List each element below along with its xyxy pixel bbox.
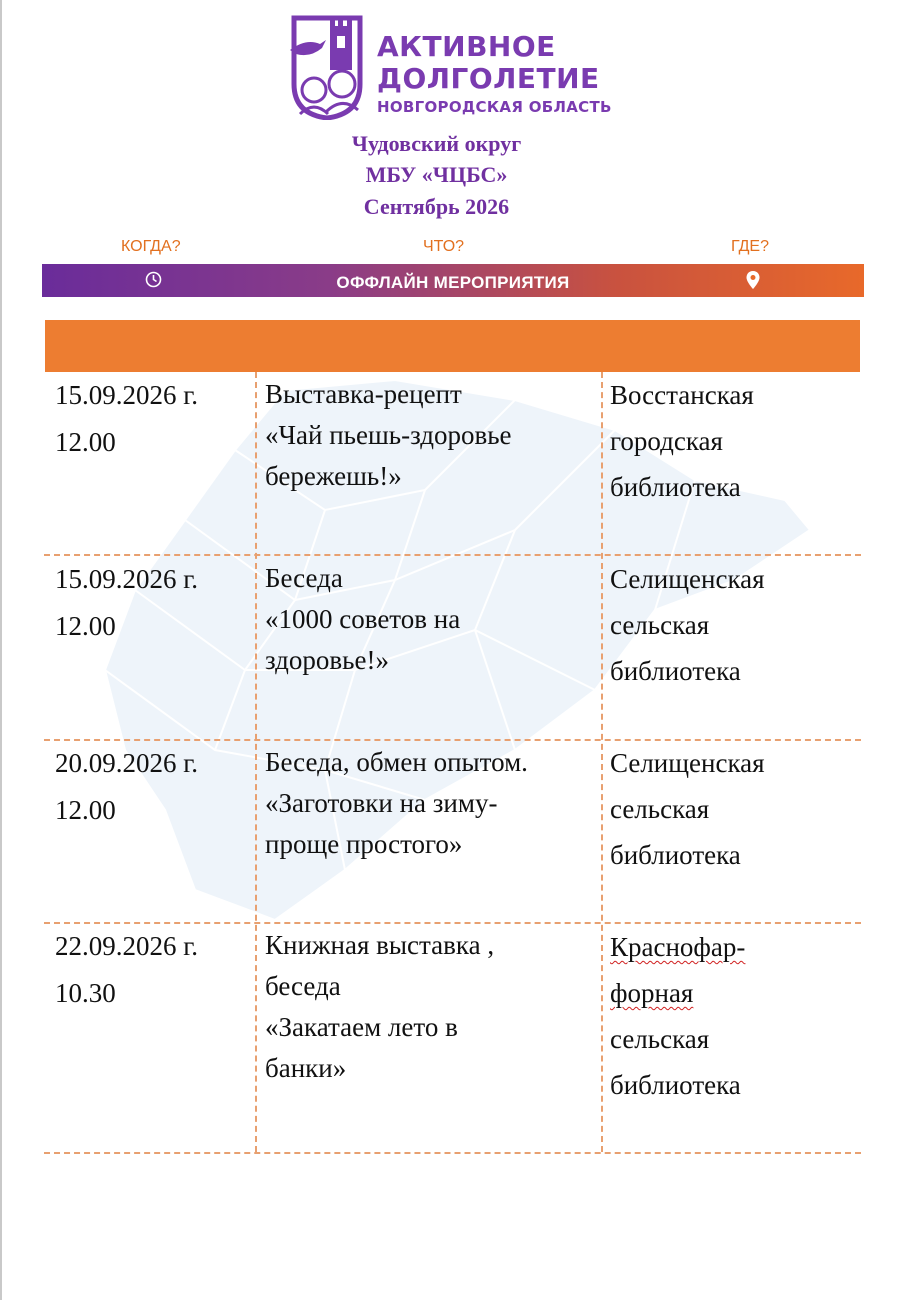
location-rest: сельская библиотека — [610, 1024, 741, 1100]
where-label: ГДЕ? — [731, 238, 769, 255]
event-title: Беседа «1000 советов на здоровье!» — [265, 563, 461, 675]
event-date: 20.09.2026 г. 12.00 — [55, 748, 199, 825]
event-title: Книжная выставка , беседа «Закатаем лето в банки» — [265, 930, 495, 1083]
logo-line-1: АКТИВНОЕ — [377, 30, 556, 63]
tower-bird-elders-emblem-icon — [286, 14, 368, 120]
month-title: Сентябрь 2026 — [363, 194, 510, 219]
what-label: ЧТО? — [423, 238, 465, 255]
map-pin-icon — [745, 270, 761, 290]
event-location — [610, 924, 745, 1108]
event-location: Селищенская сельская библиотека — [610, 564, 765, 686]
row-divider-4 — [44, 1152, 861, 1154]
event-location: Восстанская городская библиотека — [610, 380, 754, 502]
organization-title: МБУ «ЧЦБС» — [365, 162, 508, 187]
logo — [286, 14, 626, 124]
table-header-bar — [45, 320, 860, 372]
column-divider-2 — [601, 372, 603, 1152]
event-date: 22.09.2026 г. 10.30 — [55, 931, 199, 1008]
event-date: 15.09.2026 г. 12.00 — [55, 380, 199, 457]
event-location: Селищенская сельская библиотека — [610, 748, 765, 870]
event-date: 15.09.2026 г. 12.00 — [55, 564, 199, 641]
location-line-2: форная — [610, 978, 694, 1008]
district-title: Чудовский округ — [351, 131, 522, 156]
when-label: КОГДА? — [121, 238, 181, 255]
event-title: Выставка-рецепт «Чай пьешь-здоровье бережешь!» — [265, 379, 512, 491]
location-line-1: Краснофар- — [610, 932, 746, 962]
event-title: Беседа, обмен опытом. «Заготовки на зиму- проще простого» — [265, 747, 528, 859]
banner-title: ОФФЛАЙН МЕРОПРИЯТИЯ — [336, 273, 570, 292]
column-divider-1 — [255, 372, 257, 1152]
logo-line-2: ДОЛГОЛЕТИЕ — [377, 62, 600, 95]
offline-events-banner — [42, 264, 864, 297]
logo-line-3: НОВГОРОДСКАЯ ОБЛАСТЬ — [377, 98, 612, 116]
